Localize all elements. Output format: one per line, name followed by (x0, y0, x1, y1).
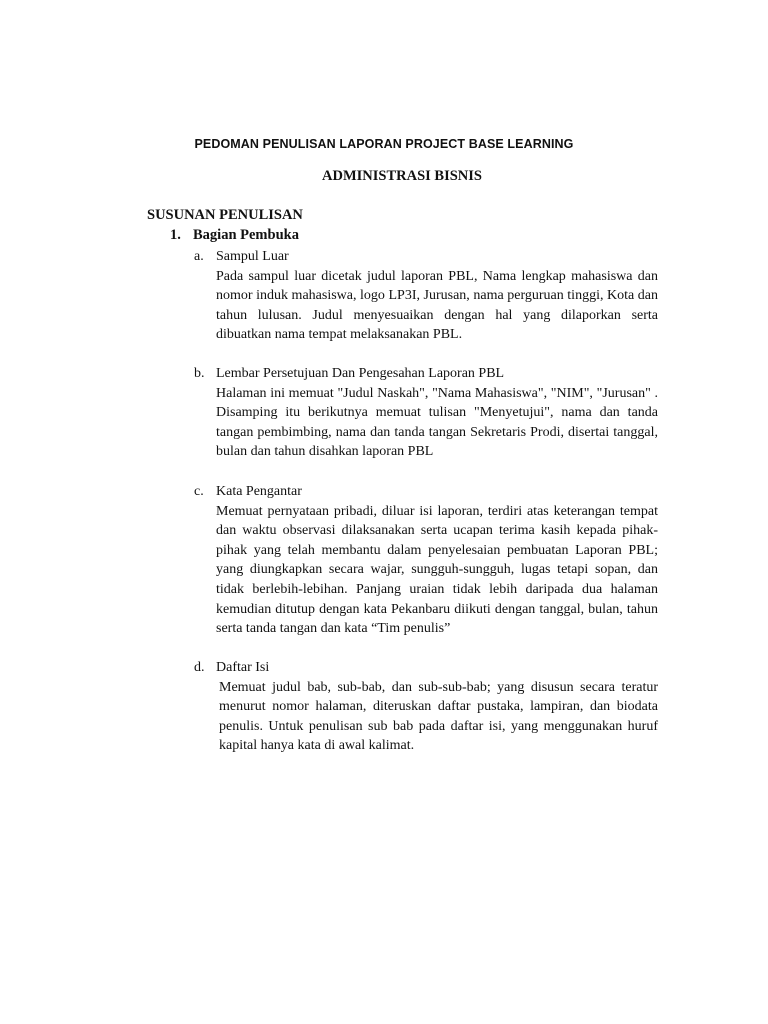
part-title: Bagian Pembuka (193, 227, 299, 243)
list-item-label: Daftar Isi (216, 660, 270, 675)
document-title: PEDOMAN PENULISAN LAPORAN PROJECT BASE LEARNING (194, 137, 574, 151)
list-item-marker: c. (194, 484, 204, 499)
list-item-sampul-luar (194, 247, 658, 345)
list-item-label: Kata Pengantar (216, 484, 302, 499)
part-number: 1. (170, 227, 181, 243)
list-item-body: Halaman ini memuat "Judul Naskah", "Nama Mahasiswa", "NIM", "Jurusan" . Disamping itu berikutnya memuat tulisan "Menyetujui", nama dan tanda tangan pembimbing, nama dan tanda tangan Sekretaris Prodi, disertai tanggal, bulan dan tahun disahkan laporan PBL (216, 385, 658, 460)
list-item-body: Memuat pernyataan pribadi, diluar isi laporan, terdiri atas keterangan tempat dan waktu observasi dilaksanakan serta ucapan terima kasih kepada pihak-pihak yang telah membantu dalam penyelesaian pembuatan Laporan PBL; yang diungkapkan secara wajar, sungguh-sungguh, lugas tetapi sopan, dan tidak berlebih-lebihan. Panjang uraian tidak lebih daripada dua halaman kemudian ditutup dengan kata Pekanbaru diikuti dengan tanggal, bulan, tahun serta tanda tangan dan kata “Tim penulis” (216, 503, 658, 637)
list-item-kata-pengantar (194, 482, 658, 639)
section-heading: SUSUNAN PENULISAN (147, 207, 303, 223)
list-item-lembar-persetujuan (194, 364, 658, 462)
document-subtitle: ADMINISTRASI BISNIS (322, 168, 482, 184)
list-item-marker: b. (194, 366, 205, 381)
list-item-marker: d. (194, 660, 205, 675)
part-heading (170, 227, 299, 244)
list-item-label: Lembar Persetujuan Dan Pengesahan Laporan PBL (216, 366, 505, 381)
list-item-marker: a. (194, 249, 204, 264)
list-item-daftar-isi (194, 658, 658, 756)
list-item-body: Pada sampul luar dicetak judul laporan PBL, Nama lengkap mahasiswa dan nomor induk mahasiswa, logo LP3I, Jurusan, nama perguruan tinggi, Kota dan tahun lulusan. Judul menyesuaikan dengan hal yang dilaporkan serta dibuatkan nama tempat melaksanakan PBL. (216, 268, 658, 343)
list-item-label: Sampul Luar (216, 249, 289, 264)
list-item-body: Memuat judul bab, sub-bab, dan sub-sub-bab; yang disusun secara teratur menurut nomor halaman, diteruskan daftar pustaka, lampiran, dan biodata penulis. Untuk penulisan sub bab pada daftar isi, yang menggunakan huruf kapital hanya kata di awal kalimat. (219, 679, 658, 754)
